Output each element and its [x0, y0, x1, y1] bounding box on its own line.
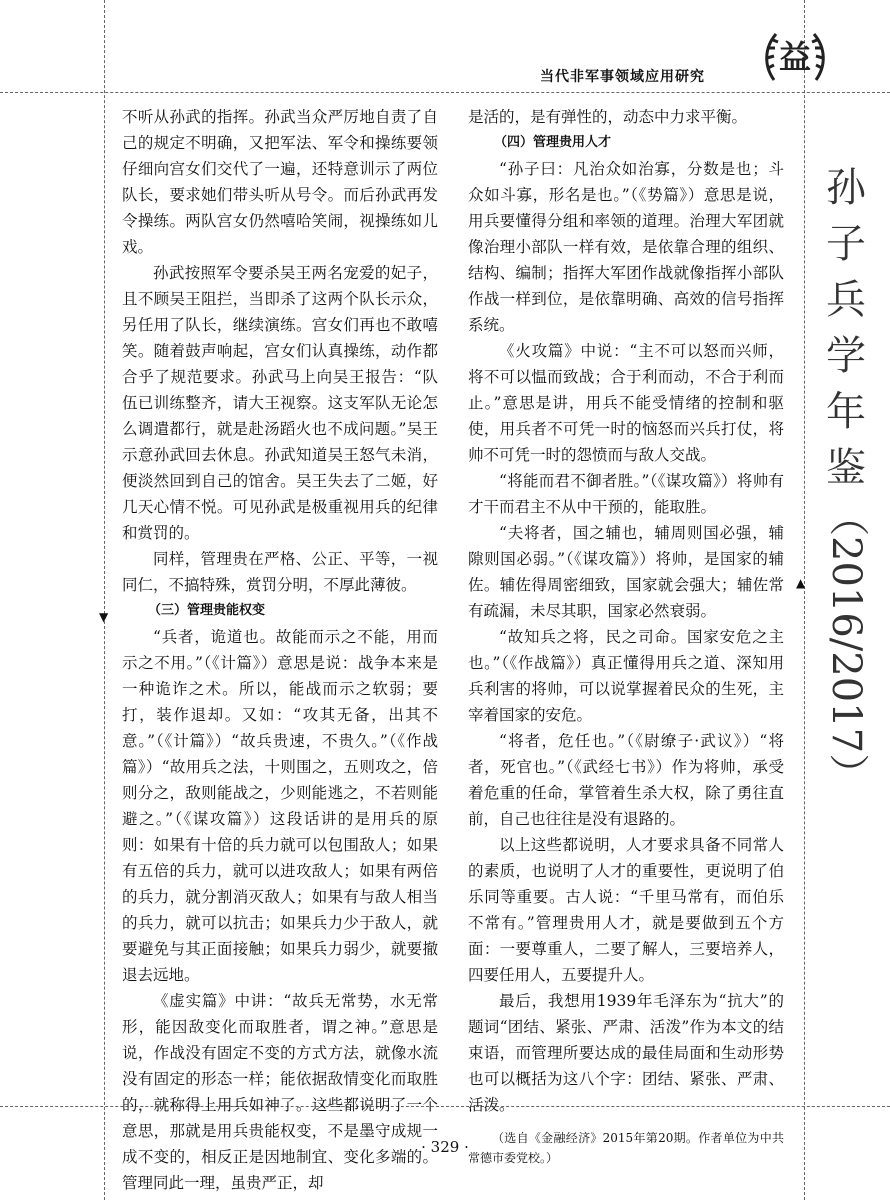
left-margin-arrow: ▼ — [99, 610, 109, 624]
paragraph: “将能而君不御者胜。”（《谋攻篇》）将帅有才干而君主不从中干预的，能取胜。 — [468, 472, 784, 516]
title-char: 子 — [826, 221, 866, 267]
year-range: （2016/2017） — [823, 496, 869, 794]
header-rule — [0, 92, 890, 93]
laurel-emblem-icon — [760, 22, 830, 92]
svg-text:益: 益 — [778, 38, 812, 76]
title-char: 孙 — [826, 165, 866, 211]
paragraph: 《火攻篇》中说：“主不可以怒而兴师，将不可以愠而致战；合于利而动，不合于利而止。”意思是讲，用兵不能受情绪的控制和驱使，用兵者不可凭一时的恼怒而兴兵打仗，将帅不可凭一时的怨愤而与敌人交战。 — [468, 342, 784, 464]
right-text-column — [468, 104, 784, 1168]
running-header: 当代非军事领域应用研究 — [540, 69, 705, 85]
title-char: 鉴 — [826, 445, 866, 491]
paragraph: “故知兵之将，民之司命。国家安危之主也。”（《作战篇》）真正懂得用兵之道、深知用兵利害的将帅，可以说掌握着民众的生死，主宰着国家的安危。 — [468, 628, 784, 724]
paragraph: 孙武按照军令要杀吴王两名宠爱的妃子，且不顾吴王阻拦，当即杀了这两个队长示众，另任用了队长，继续演练。宫女们再也不敢嘻笑。随着鼓声响起，宫女们认真操练，动作都合乎了规范要求。孙武马上向吴王报告：“队伍已训练整齐，请大王视察。这支军队无论怎么调遣都行，就是赴汤蹈火也不成问题。”吴王示意孙武回去休息。孙武知道吴王怒气未消，便淡然回到自己的馆舍。吴王失去了二姬，好几天心情不悦。可见孙武是极重视用兵的纪律和赏罚的。 — [122, 264, 438, 542]
paragraph: 不听从孙武的指挥。孙武当众严厉地自责了自己的规定不明确，又把军法、军令和操练要领仔细向宫女们交代了一遍，还特意训示了两位队长，要求她们带头听从号令。而后孙武再发令操练。两队宫女仍然嘻哈笑闹，视操练如儿戏。 — [122, 108, 438, 256]
paragraph: 是活的，是有弹性的，动态中力求平衡。 — [468, 108, 748, 126]
title-char: 学 — [826, 333, 866, 379]
paragraph: 以上这些都说明，人才要求具备不同常人的素质，也说明了人才的重要性，更说明了伯乐同等重要。古人说：“千里马常有，而伯乐不常有。”管理贵用人才，就是要做到五个方面：一要尊重人，二要了解人，三要培养人，四要任用人，五要提升人。 — [468, 836, 784, 984]
page-number: · 329 · — [421, 1138, 469, 1156]
source-note: （选自《金融经济》2015年第20期。作者单位为中共常德市委党校。） — [468, 1131, 784, 1165]
title-char: 年 — [826, 389, 866, 435]
left-text-column — [122, 104, 438, 1196]
section-heading: （三）管理贵能权变 — [148, 603, 266, 618]
paragraph: 最后，我想用1939年毛泽东为“抗大”的题词“团结、紧张、严肃、活泼”作为本文的结束语，而管理所要达成的最佳局面和生动形势也可以概括为这八个字：团结、紧张、严肃、活泼。 — [468, 992, 784, 1114]
right-margin-line — [804, 0, 805, 1200]
left-margin-line — [104, 0, 105, 1200]
paragraph: “兵者，诡道也。故能而示之不能，用而示之不用。”（《计篇》）意思是说：战争本来是一种诡诈之术。所以，能战而示之软弱；要打，装作退却。又如：“攻其无备，出其不意。”（《计篇》）“故兵贵速，不贵久。”（《作战篇》）“故用兵之法，十则围之，五则攻之，倍则分之，敌则能战之，少则能逃之，不若则能避之。”（《谋攻篇》）这段话讲的是用兵的原则：如果有十倍的兵力就可以包围敌人；如果有五倍的兵力，就可以进攻敌人；如果有两倍的兵力，就分割消灭敌人；如果有与敌人相当的兵力，就可以抗击；如果兵力少于敌人，就要避免与其正面接触；如果兵力弱少，就要撤退去远地。 — [122, 628, 438, 984]
paragraph: “孙子曰：凡治众如治寡，分数是也；斗众如斗寡，形名是也。”（《势篇》）意思是说，用兵要懂得分组和率领的道理。治理大军团就像治理小部队一样有效，是依靠合理的组织、结构、编制；指挥大军团作战就像指挥小部队作战一样到位，是依靠明确、高效的信号指挥系统。 — [468, 160, 784, 334]
yearbook-title-vertical — [818, 160, 874, 793]
right-margin-arrow: ▲ — [796, 576, 806, 590]
paragraph: 同样，管理贵在严格、公正、平等，一视同仁，不搞特殊，赏罚分明，不厚此薄彼。 — [122, 550, 438, 594]
paragraph: 《虚实篇》中讲：“故兵无常势，水无常形，能因敌变化而取胜者，谓之神。”意思是说，作战没有固定不变的方式方法，就像水流没有固定的形态一样；能依据敌情变化而取胜的，就称得上用兵如神了。这些都说明了一个意思，那就是用兵贵能权变，不是墨守成规一成不变的，相反正是因地制宜、变化多端的。管理同此一理，虽贵严正，却 — [122, 992, 438, 1192]
section-heading: （四）管理贵用人才 — [494, 135, 612, 150]
paragraph: “将者，危任也。”（《尉缭子·武议》）“将者，死官也。”（《武经七书》）作为将帅，承受着危重的任命，掌管着生杀大权，除了勇往直前，自己也往往是没有退路的。 — [468, 732, 784, 828]
paragraph: “夫将者，国之辅也，辅周则国必强，辅隙则国必弱。”（《谋攻篇》）将帅，是国家的辅佐。辅佐得周密细致，国家就会强大；辅佐常有疏漏，未尽其职，国家必然衰弱。 — [468, 524, 784, 620]
title-char: 兵 — [826, 277, 866, 323]
